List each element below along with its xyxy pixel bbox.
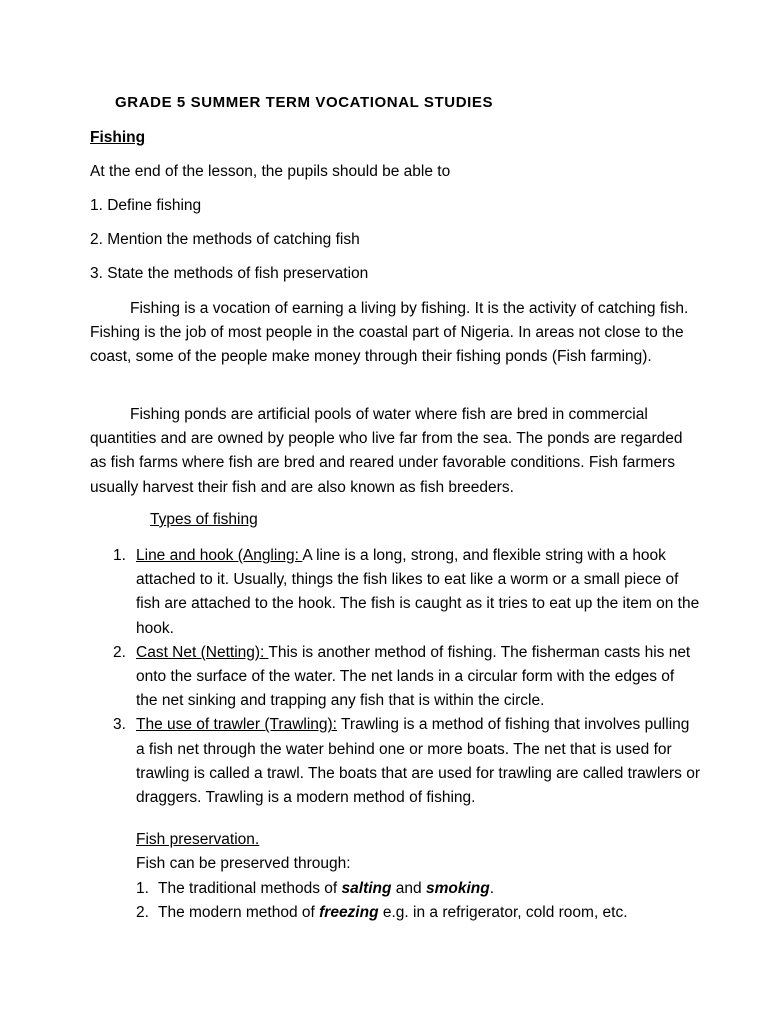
list-number: 3. xyxy=(113,716,126,734)
emphasis-term: smoking xyxy=(425,880,490,897)
types-of-fishing-heading: Types of fishing xyxy=(150,511,258,528)
preservation-methods-list xyxy=(0,877,628,925)
method-text: The modern method of xyxy=(158,904,320,922)
objective-item: 3. State the methods of fish preservation xyxy=(90,265,369,282)
fishing-type-description: A line is a long, strong, and flexible string with a hook attached to it. Usually, things the fish likes to eat like a worm or a small piece of fish are attached to the hook. The fish is caught as it tries to eat up the item on the hook. xyxy=(136,547,700,637)
fishing-type-description: This is another method of fishing. The fisherman casts his net onto the surface of the water. The net lands in a circular form with the edges of the net sinking and trapping any fish that is within the circle. xyxy=(136,643,691,710)
method-text: The traditional methods of xyxy=(158,880,342,897)
list-item xyxy=(0,713,700,810)
topic-heading: Fishing xyxy=(90,129,146,146)
fishing-type-term: Cast Net (Netting): xyxy=(136,643,269,661)
list-item xyxy=(0,544,700,641)
fishing-type-term: The use of trawler (Trawling): xyxy=(136,716,337,734)
fish-preservation-intro: Fish can be preserved through: xyxy=(136,855,351,872)
emphasis-term: freezing xyxy=(319,904,379,922)
list-number: 1. xyxy=(136,880,149,897)
fish-preservation-heading: Fish preservation. xyxy=(136,831,260,848)
document-title: GRADE 5 SUMMER TERM VOCATIONAL STUDIES xyxy=(115,94,494,111)
list-item xyxy=(0,901,628,925)
paragraph-fishing-ponds: Fishing ponds are artificial pools of water where fish are bred in commercial quantities and are owned by people who live far from the sea. The ponds are regarded as fish farms where fish are bred and reared under favorable conditions. Fish farmers usually harvest their fish and are also known as fish breeders. xyxy=(90,406,683,496)
fishing-type-description: Trawling is a method of fishing that involves pulling a fish net through the water behind one or more boats. The net that is used for trawling is called a trawl. The boats that are used for trawling are called trawlers or draggers. Trawling is a modern method of fishing. xyxy=(136,716,701,807)
paragraph-fishing-definition: Fishing is a vocation of earning a living by fishing. It is the activity of catching fish. Fishing is the job of most people in the coastal part of Nigeria. In areas not close to the coast, some of the people make money through their fishing ponds (Fish farming). xyxy=(90,300,689,366)
method-text: and xyxy=(391,880,426,897)
list-number: 2. xyxy=(136,904,149,922)
emphasis-term: salting xyxy=(341,880,392,897)
objective-item: 1. Define fishing xyxy=(90,197,202,214)
fishing-type-term: Line and hook (Angling: xyxy=(136,547,303,564)
list-number: 1. xyxy=(113,547,126,564)
list-item xyxy=(0,641,700,714)
list-item xyxy=(0,877,628,901)
objective-item: 2. Mention the methods of catching fish xyxy=(90,231,360,248)
method-text: e.g. in a refrigerator, cold room, etc. xyxy=(378,904,628,922)
fishing-types-list xyxy=(0,544,700,810)
list-number: 2. xyxy=(113,643,126,661)
objectives-intro: At the end of the lesson, the pupils should be able to xyxy=(90,163,451,180)
method-text: . xyxy=(489,880,495,897)
